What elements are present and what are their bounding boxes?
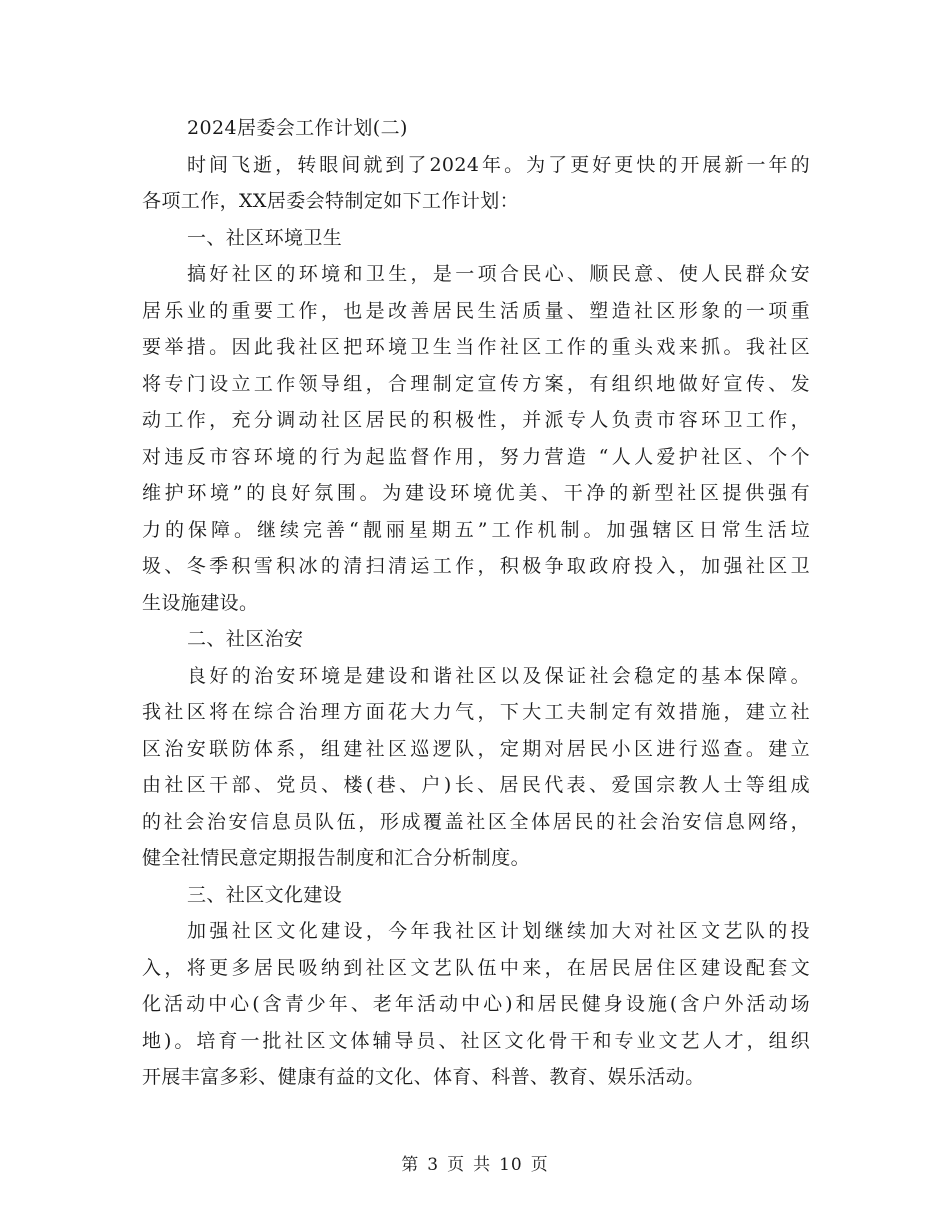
- document-title: 2024居委会工作计划(二): [187, 117, 408, 139]
- paragraph-line: 我社区将在综合治理方面花大力气，下大工夫制定有效措施，建立社: [142, 701, 810, 723]
- current-page-number: 3: [427, 1155, 440, 1175]
- paragraph-line: 要举措。因此我社区把环境卫生当作社区工作的重头戏来抓。我社区: [142, 336, 810, 358]
- page-footer: [0, 1150, 950, 1175]
- paragraph-line: 搞好社区的环境和卫生，是一项合民心、顺民意、使人民群众安: [187, 263, 810, 285]
- paragraph-line: 维护环境”的良好氛围。为建设环境优美、干净的新型社区提供强有: [142, 482, 810, 504]
- paragraph-line: 的社会治安信息员队伍，形成覆盖社区全体居民的社会治安信息网络，: [142, 810, 810, 833]
- paragraph-line: 对违反市容环境的行为起监督作用，努力营造 “人人爱护社区、个个: [142, 445, 810, 468]
- footer-page-label: 页: [447, 1155, 466, 1175]
- paragraph-line: 生设施建设。: [142, 591, 259, 614]
- paragraph-line: 入，将更多居民吸纳到社区文艺队伍中来，在居民居住区建设配套文: [142, 956, 810, 979]
- paragraph-line: 加强社区文化建设，今年我社区计划继续加大对社区文艺队的投: [187, 920, 810, 942]
- section-heading-security: 二、社区治安: [187, 628, 304, 650]
- paragraph-line: 地)。培育一批社区文体辅导员、社区文化骨干和专业文艺人才，组织: [142, 1029, 810, 1052]
- paragraph-line: 区治安联防体系，组建社区巡逻队，定期对居民小区进行巡查。建立: [142, 737, 810, 760]
- footer-suffix: 页: [530, 1155, 549, 1175]
- footer-prefix: 第: [401, 1155, 420, 1175]
- paragraph-line: 由社区干部、党员、楼(巷、户)长、居民代表、爱国宗教人士等组成: [142, 774, 810, 796]
- paragraph-line: 将专门设立工作领导组，合理制定宣传方案，有组织地做好宣传、发: [142, 372, 810, 395]
- paragraph-line: 动工作，充分调动社区居民的积极性，并派专人负责市容环卫工作，: [142, 409, 810, 431]
- total-pages-number: 10: [499, 1155, 523, 1175]
- section-heading-culture: 三、社区文化建设: [187, 883, 343, 906]
- intro-line: 各项工作，XX居委会特制定如下工作计划：: [142, 190, 520, 212]
- paragraph-line: 圾、冬季积雪积冰的清扫清运工作，积极争取政府投入，加强社区卫: [142, 555, 810, 577]
- intro-line: 时间飞逝，转眼间就到了2024年。为了更好更快的开展新一年的: [187, 153, 810, 176]
- paragraph-line: 化活动中心(含青少年、老年活动中心)和居民健身设施(含户外活动场: [142, 993, 810, 1015]
- paragraph-line: 居乐业的重要工作，也是改善居民生活质量、塑造社区形象的一项重: [142, 299, 810, 322]
- paragraph-line: 开展丰富多彩、健康有益的文化、体育、科普、教育、娱乐活动。: [142, 1066, 705, 1088]
- section-heading-environment: 一、社区环境卫生: [187, 226, 343, 249]
- footer-total-label: 共: [473, 1155, 492, 1175]
- paragraph-line: 力的保障。继续完善“靓丽星期五”工作机制。加强辖区日常生活垃: [142, 518, 810, 541]
- paragraph-line: 良好的治安环境是建设和谐社区以及保证社会稳定的基本保障。: [187, 664, 810, 687]
- paragraph-line: 健全社情民意定期报告制度和汇合分析制度。: [142, 847, 531, 869]
- document-body: [142, 110, 810, 1096]
